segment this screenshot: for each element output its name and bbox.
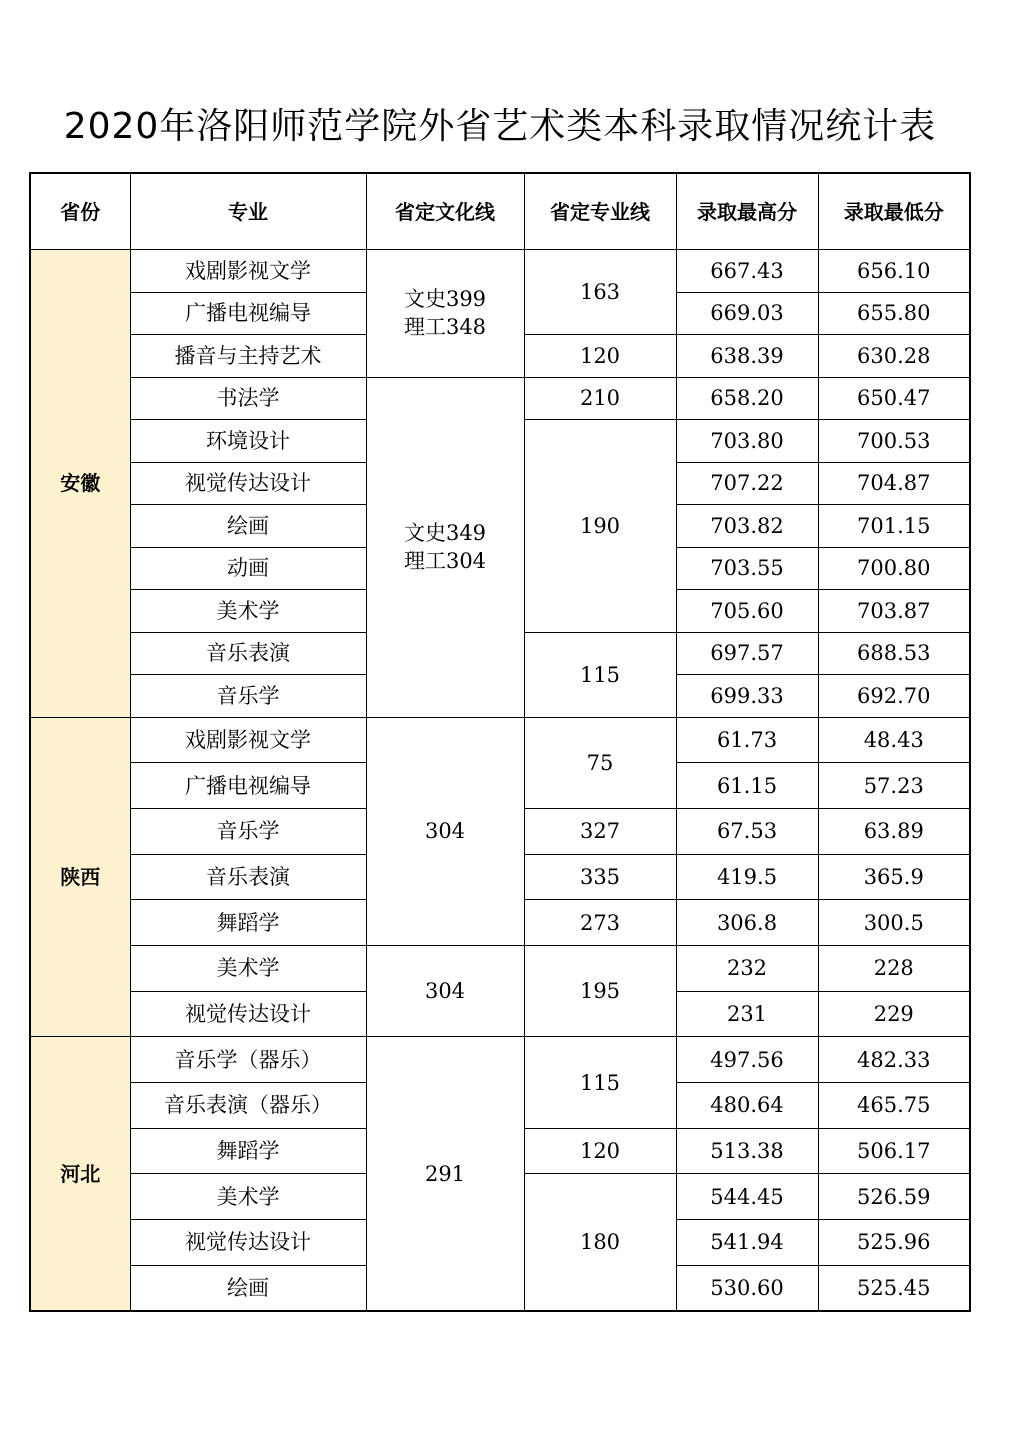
major-cell: 舞蹈学 [130,900,366,946]
table-row [30,1037,970,1083]
major-cell: 美术学 [130,945,366,991]
min-score-cell: 701.15 [818,505,970,548]
header-culture-line: 省定文化线 [366,173,524,250]
culture-line-cell: 304 [366,717,524,945]
major-cell: 环境设计 [130,420,366,463]
major-line-cell: 163 [524,250,676,335]
max-score-cell: 530.60 [676,1265,818,1311]
major-line-cell: 75 [524,717,676,808]
culture-line-cell [366,250,524,378]
major-line-cell: 115 [524,632,676,717]
max-score-cell: 705.60 [676,590,818,633]
major-line-cell: 210 [524,377,676,420]
min-score-cell: 703.87 [818,590,970,633]
major-cell: 音乐学 [130,808,366,854]
max-score-cell: 703.82 [676,505,818,548]
max-score-cell: 699.33 [676,675,818,718]
min-score-cell: 692.70 [818,675,970,718]
min-score-cell: 465.75 [818,1083,970,1129]
max-score-cell: 703.55 [676,547,818,590]
culture-line-text: 文史399 [403,287,487,312]
major-cell: 绘画 [130,1265,366,1311]
province-cell: 安徽 [30,250,130,718]
major-cell: 绘画 [130,505,366,548]
major-line-cell: 190 [524,420,676,633]
max-score-cell: 67.53 [676,808,818,854]
major-cell: 美术学 [130,590,366,633]
major-cell: 视觉传达设计 [130,991,366,1037]
culture-line-cell [366,377,524,717]
max-score-cell: 513.38 [676,1128,818,1174]
max-score-cell: 231 [676,991,818,1037]
min-score-cell: 700.80 [818,547,970,590]
max-score-cell: 232 [676,945,818,991]
header-max-score: 录取最高分 [676,173,818,250]
major-cell: 视觉传达设计 [130,462,366,505]
min-score-cell: 506.17 [818,1128,970,1174]
max-score-cell: 658.20 [676,377,818,420]
min-score-cell: 630.28 [818,335,970,378]
province-cell: 陕西 [30,717,130,1037]
min-score-cell: 655.80 [818,292,970,335]
min-score-cell: 656.10 [818,250,970,293]
header-major-line: 省定专业线 [524,173,676,250]
min-score-cell: 228 [818,945,970,991]
major-cell: 音乐学 [130,675,366,718]
major-cell: 广播电视编导 [130,763,366,809]
header-min-score: 录取最低分 [818,173,970,250]
min-score-cell: 526.59 [818,1174,970,1220]
major-cell: 播音与主持艺术 [130,335,366,378]
province-cell: 河北 [30,1037,130,1312]
major-cell: 广播电视编导 [130,292,366,335]
min-score-cell: 482.33 [818,1037,970,1083]
admission-table [29,172,971,1312]
major-cell: 音乐学（器乐） [130,1037,366,1083]
max-score-cell: 61.73 [676,717,818,763]
min-score-cell: 63.89 [818,808,970,854]
min-score-cell: 57.23 [818,763,970,809]
max-score-cell: 480.64 [676,1083,818,1129]
major-cell: 美术学 [130,1174,366,1220]
max-score-cell: 419.5 [676,854,818,900]
max-score-cell: 669.03 [676,292,818,335]
major-line-cell: 195 [524,945,676,1036]
major-line-cell: 120 [524,335,676,378]
table-row [30,717,970,763]
major-cell: 音乐表演 [130,854,366,900]
min-score-cell: 365.9 [818,854,970,900]
max-score-cell: 497.56 [676,1037,818,1083]
table-row [30,250,970,293]
major-line-cell: 335 [524,854,676,900]
min-score-cell: 525.45 [818,1265,970,1311]
major-cell: 动画 [130,547,366,590]
min-score-cell: 229 [818,991,970,1037]
major-line-cell: 180 [524,1174,676,1312]
culture-line-cell: 304 [366,945,524,1036]
min-score-cell: 700.53 [818,420,970,463]
major-line-cell: 115 [524,1037,676,1128]
table-row [30,377,970,420]
header-province: 省份 [30,173,130,250]
max-score-cell: 707.22 [676,462,818,505]
max-score-cell: 638.39 [676,335,818,378]
min-score-cell: 525.96 [818,1220,970,1266]
culture-line-text: 文史349 [403,521,487,545]
max-score-cell: 61.15 [676,763,818,809]
header-major: 专业 [130,173,366,250]
culture-line-cell: 291 [366,1037,524,1312]
major-cell: 舞蹈学 [130,1128,366,1174]
major-line-cell: 120 [524,1128,676,1174]
table-row [30,945,970,991]
min-score-cell: 688.53 [818,632,970,675]
max-score-cell: 306.8 [676,900,818,946]
culture-line-text: 理工304 [403,549,487,573]
major-cell: 戏剧影视文学 [130,717,366,763]
major-cell: 视觉传达设计 [130,1220,366,1266]
culture-line-text: 理工348 [403,315,487,340]
max-score-cell: 697.57 [676,632,818,675]
max-score-cell: 667.43 [676,250,818,293]
major-cell: 书法学 [130,377,366,420]
max-score-cell: 541.94 [676,1220,818,1266]
major-line-cell: 327 [524,808,676,854]
min-score-cell: 300.5 [818,900,970,946]
max-score-cell: 544.45 [676,1174,818,1220]
min-score-cell: 650.47 [818,377,970,420]
major-cell: 戏剧影视文学 [130,250,366,293]
page-title: 2020年洛阳师范学院外省艺术类本科录取情况统计表 [63,106,937,147]
min-score-cell: 48.43 [818,717,970,763]
min-score-cell: 704.87 [818,462,970,505]
header-row [30,173,970,250]
max-score-cell: 703.80 [676,420,818,463]
major-line-cell: 273 [524,900,676,946]
major-cell: 音乐表演 [130,632,366,675]
major-cell: 音乐表演（器乐） [130,1083,366,1129]
